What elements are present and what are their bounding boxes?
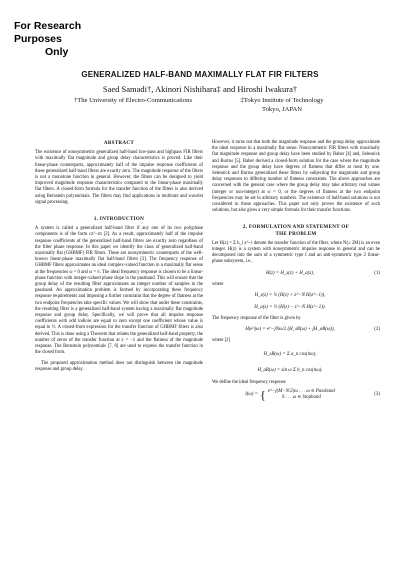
equation-2-number: (2) (374, 327, 380, 333)
section-2-heading-line-2: THE PROBLEM (275, 230, 317, 237)
paper-title: GENERALIZED HALF-BAND MAXIMALLY FLAT FIR FILTERS (81, 70, 319, 79)
where-text-1: where (212, 281, 224, 287)
section-2-heading (212, 224, 380, 236)
equation-3-number: (3) (374, 391, 380, 397)
equation-hsr-body: H_sR(ω) = Σ a_n cos(nω), (263, 351, 317, 357)
affiliation-2 (222, 97, 342, 114)
where-text-2: where [2] (212, 338, 231, 344)
equation-1-body: H(z) = H_s(z) + H_a(z), (265, 271, 315, 277)
right-paragraph-3: The frequency response of the filter is given by (212, 315, 301, 321)
equation-3-row-2: 0 . . . ω ∈ Stopband (281, 394, 321, 400)
section-2-heading-line-1: 2. FORMULATION AND STATEMENT OF (242, 224, 350, 231)
equation-1-number: (1) (374, 271, 380, 277)
equation-ha-body: H_a(z) = ½ (H(z) − z^−N H(z^−1)). (254, 305, 326, 311)
equation-2 (212, 326, 380, 335)
equation-3-row-1: e^−j(M−N/2)ω . . . ω ∈ Passband (267, 388, 335, 394)
stamp-line-2: Only (45, 46, 69, 58)
equation-hs-body: H_s(z) = ½ (H(z) + z^−N H(z^−1)), (254, 293, 326, 299)
right-column (212, 140, 380, 402)
paper-authors: Saed Samadi†, Akinori Nishihara‡ and Hiroshi Iwakura† (102, 84, 298, 94)
intro-paragraph-2: The proposed approximation method does not distinguish between the magnitude response and group delay. (35, 360, 203, 372)
equation-3-lhs: I(ω) = (245, 391, 258, 397)
affiliation-2-line-2: Tokyo, JAPAN (262, 105, 302, 113)
right-paragraph-2: Let H(z) = Σ h_i z^−i denote the transfer function of the filter, where N(≥ 2M) is an even integer. H(z) is a system with nonsymmetric impulse response in general and can be decomposed into the sum of a symmetric type I and an anti-symmetric type 2 linear-phase subsystem, i.e., (212, 240, 380, 265)
equation-har (212, 364, 380, 377)
left-column (35, 140, 203, 377)
abstract-text: The existence of nonsymmetric generalized half-band low-pass and highpass FIR filters with maximally flat magnitude and group delay characteristics is proved. Like their linear-phase counterparts, approximately half of the impulse response coefficients of these generalized half-band filters are exactly zero. The magnitude response of the filters is not a monotone function in general. However, the filters can be designed to yield improved magnitude response characteristics compared to the linear-phase maximally flat filters. A closed-form formula for the transfer function of the filters is also derived using Bernstein polynomials. The filters may find applications in multirate and wavelet signal processing. (35, 150, 203, 205)
affiliation-1: †The University of Electro-Communications (73, 97, 193, 104)
research-purposes-stamp (14, 20, 124, 59)
intro-paragraph-1: A system is called a generalized half-band filter if any one of its two polyphase components is of the form cz^−m [2]. As a result, approximately half of the impulse response coefficients of the generalized half-band filters are exactly zero regardless of the filter phase response. In this paper we identify the class of generalized half-band maximally flat (GHBMF) FIR filters. These are nonsymmetric counterparts of the well-known linear-phase maximally flat half-band filters [3]. The frequency response of GHBMF filters approximates an ideal complex-valued function in a maximally flat sense at the frequencies ω = 0 and ω = π. The ideal frequency response is chosen to be a linear-phase function with integer-valued phase slope in the passband. This will ensure that the group delay of the resulting filter approximates an integer number of samples in the passband. An approximation problem is formed by incorporating these frequency response requirements and imposing a further constraint that the degree of flatness at the two endpoint frequencies take specific values. We will show that under these constraints, the resulting filter is a generalized half-band system having a maximally flat magnitude response and group delay. Specifically, we will prove that all impulse response coefficients with odd indices are equal to zero except one coefficient whose value is equal to ½. A closed-from expression for the transfer function of GHBMF filters is also derived. This is done using a Theorem that relates the generalized half-band property, the number of zeros of the transfer function at z = −1 and the flatness of the magnitude response. The Bernstein polynomials [7, 8] are used to express the transfer function in the closed form. (35, 226, 203, 356)
stamp-line-1: For Research Purposes (14, 20, 82, 45)
equation-3-body (212, 386, 368, 404)
equation-har-body: H_aR(ω) = sin ω Σ b_n cos(nω). (257, 367, 323, 373)
equation-hsr (212, 348, 380, 361)
equation-ha (212, 304, 380, 313)
equation-3 (212, 387, 380, 402)
equation-hs (212, 292, 380, 301)
intro-heading: 1. INTRODUCTION (93, 216, 145, 223)
equation-2-body: H(e^jω) = e^−jNω/2 (H_sR(ω) + jH_aR(ω)), (245, 327, 335, 333)
affiliation-2-line-1: ‡Tokyo Institute of Technology (240, 97, 324, 104)
right-paragraph-1: However, it turns out that both the magnitude response and the group delay approximate the ideal response in a maximally flat sense. Nonsymmetric FIR filters with maximally flat magnitude response and group delay have been studied by Baher [4] and, Selesnick and Burrus [5]. Baher derived a closed-form solution for the case where the magnitude response and the group delay have degrees of flatness that differ at most by one. Selesnick and Burrus generalized these filters by subjecting the magnitude and group delay responses to differing number of flatness constraints. The above approaches are concerned with the general case where the group delay may take arbitrary real values (integer or non-integer) at ω = 0, or the degrees of flatness at the two endpoint frequencies may be set to arbitrary numbers. The existence of half-band solutions is not considered in those approaches. This paper not only proves the existence of such solutions, but also gives a very simple formula for their transfer functions. (212, 140, 380, 214)
equation-3-brace: { (259, 387, 266, 402)
abstract-heading: ABSTRACT (103, 140, 135, 146)
right-paragraph-4: We define the ideal frequency response (212, 380, 286, 386)
equation-1 (212, 270, 380, 279)
